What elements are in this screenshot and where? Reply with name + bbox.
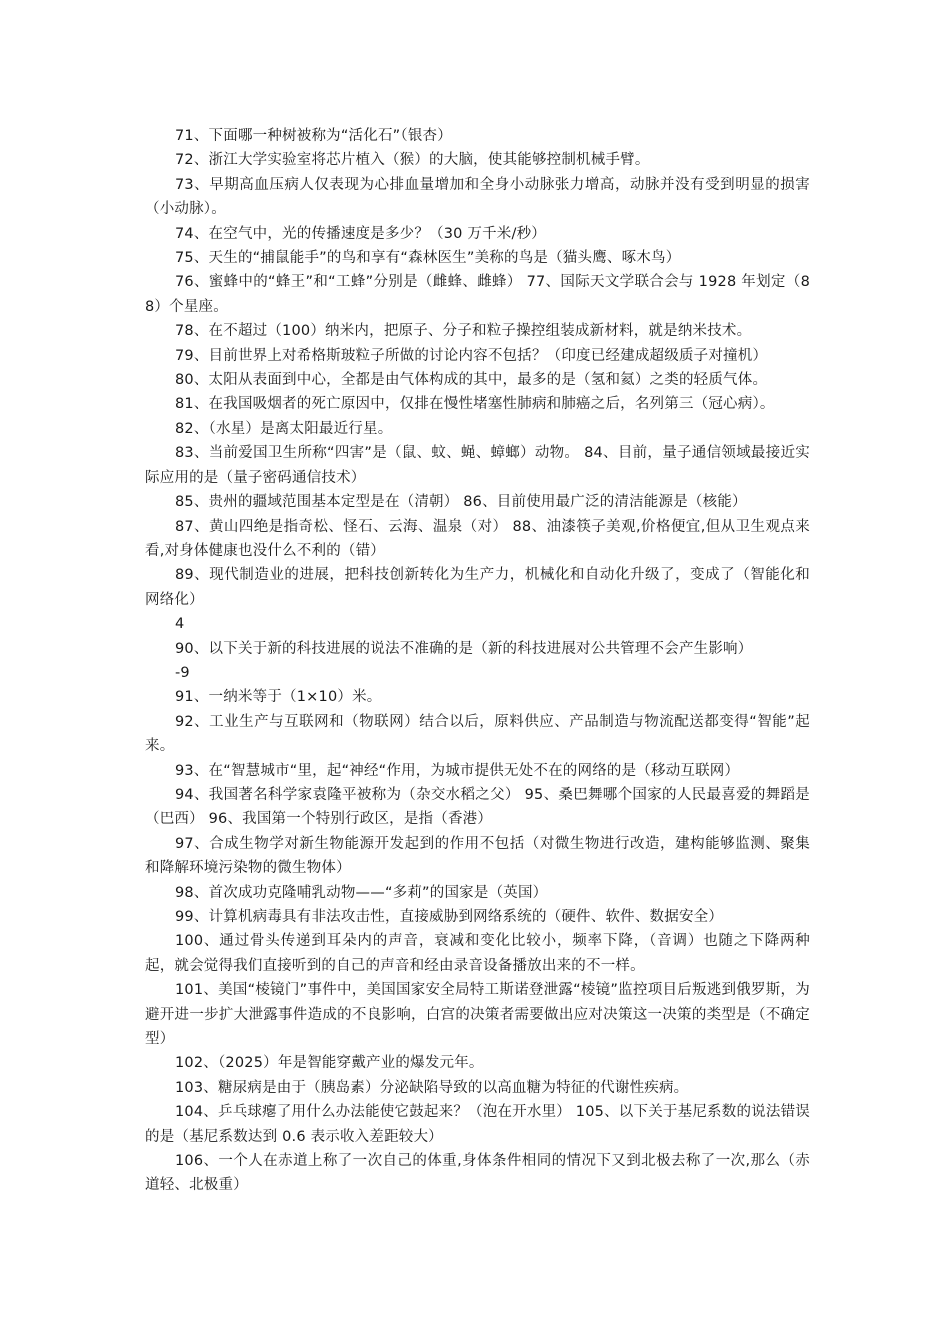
paragraph-78: 78、在不超过（100）纳米内，把原子、分子和粒子操控组装成新材料，就是纳米技术。 [175,323,752,340]
paragraph-75: 75、天生的“捕鼠能手”的鸟和享有“森林医生”美称的鸟是（猫头鹰、啄木鸟） [175,250,681,267]
paragraph-89: 89、现代制造业的进展，把科技创新转化为生产力，机械化和自动化升级了，变成了（智能化和网络化） [145,567,810,608]
paragraph-101: 101、美国“棱镜门”事件中，美国国家安全局特工斯诺登泄露“棱镜”监控项目后叛逃到俄罗斯，为避开进一步扩大泄露事件造成的不良影响，白宫的决策者需要做出应对决策这一决策的类型是（不确定型） [145,982,810,1048]
paragraph-102: 102、（2025）年是智能穿戴产业的爆发元年。 [175,1055,484,1072]
paragraph-99: 99、计算机病毒具有非法攻击性，直接威胁到网络系统的（硬件、软件、数据安全） [175,909,724,925]
stray-superscript-4: 4 [175,616,185,633]
paragraph-76-77: 76、蜜蜂中的“蜂王”和“工蜂”分别是（雌蜂、雌蜂） 77、国际天文学联合会与 1928 年划定（88）个星座。 [145,274,810,315]
paragraph-100: 100、通过骨头传递到耳朵内的声音，衰减和变化比较小，频率下降，（音调）也随之下降两种起，就会觉得我们直接听到的自己的声音和经由录音设备播放出来的不一样。 [145,933,810,974]
paragraph-85-86: 85、贵州的疆域范围基本定型是在（清朝） 86、目前使用最广泛的清洁能源是（核能） [175,494,747,511]
paragraph-98: 98、首次成功克隆哺乳动物——“多莉”的国家是（英国） [175,884,548,901]
paragraph-79: 79、目前世界上对希格斯玻粒子所做的讨论内容不包括？（印度已经建成超级质子对撞机） [175,347,768,364]
paragraph-73: 73、早期高血压病人仅表现为心排血量增加和全身小动脉张力增高，动脉并没有受到明显的损害（小动脉）。 [145,176,810,218]
paragraph-97: 97、合成生物学对新生物能源开发起到的作用不包括（对微生物进行改造，建构能够监测、聚集和降解环境污染物的微生物体） [145,835,810,877]
paragraph-74: 74、在空气中，光的传播速度是多少？（30 万千米/秒） [175,225,546,242]
stray-superscript-minus9: -9 [175,664,190,681]
paragraph-106: 106、一个人在赤道上称了一次自己的体重,身体条件相同的情况下又到北极去称了一次,那么（赤道轻、北极重） [145,1153,810,1194]
paragraph-93: 93、在“智慧城市“里，起“神经“作用，为城市提供无处不在的网络的是（移动互联网） [175,762,740,779]
paragraph-83-84: 83、当前爱国卫生所称“四害”是（鼠、蚊、蝇、蟑螂）动物。 84、目前，量子通信领域最接近实际应用的是（量子密码通信技术） [145,445,810,486]
paragraph-81: 81、在我国吸烟者的死亡原因中，仅排在慢性堵塞性肺病和肺癌之后，名列第三（冠心病）。 [175,396,775,413]
paragraph-90: 90、以下关于新的科技进展的说法不准确的是（新的科技进展对公共管理不会产生影响） [175,640,753,657]
paragraph-92: 92、工业生产与互联网和（物联网）结合以后，原料供应、产品制造与物流配送都变得“智能”起来。 [145,713,810,755]
document-body [145,124,810,1198]
paragraph-82: 82、（水星）是离太阳最近行星。 [175,420,393,437]
paragraph-80: 80、太阳从表面到中心，全都是由气体构成的其中，最多的是（氢和氦）之类的轻质气体。 [175,372,768,389]
paragraph-71: 71、下面哪一种树被称为“活化石”（银杏） [175,128,452,144]
paragraph-91: 91、一纳米等于（1×10）米。 [175,689,382,706]
paragraph-104-105: 104、乒乓球瘪了用什么办法能使它鼓起来？（泡在开水里） 105、以下关于基尼系数的说法错误的是（基尼系数达到 0.6 表示收入差距较大） [145,1104,810,1145]
paragraph-72: 72、浙江大学实验室将芯片植入（猴）的大脑，使其能够控制机械手臂。 [175,152,650,169]
paragraph-103: 103、糖尿病是由于（胰岛素）分泌缺陷导致的以高血糖为特征的代谢性疾病。 [175,1079,689,1096]
paragraph-87-88: 87、黄山四绝是指奇松、怪石、云海、温泉（对） 88、油漆筷子美观,价格便宜,但从卫生观点来看,对身体健康也没什么不利的（错） [145,518,810,559]
paragraph-94-96: 94、我国著名科学家袁隆平被称为（杂交水稻之父） 95、桑巴舞哪个国家的人民最喜爱的舞蹈是（巴西） 96、我国第一个特别行政区，是指（香港） [145,786,810,828]
